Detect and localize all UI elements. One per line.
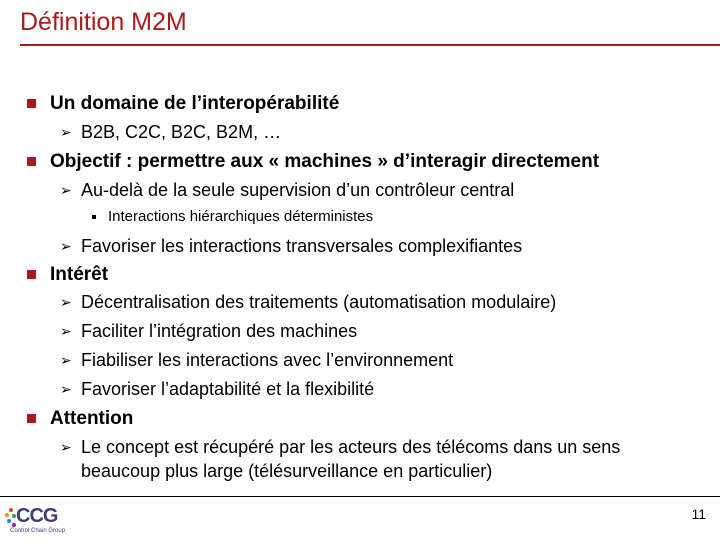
bullet-text: Favoriser l’adaptabilité et la flexibilité [81, 379, 375, 399]
bullet-text: Interactions hiérarchiques déterministes [108, 208, 374, 225]
bullet-text: Faciliter l’intégration des machines [81, 321, 358, 341]
slide-title: Définition M2M [20, 8, 187, 36]
logo-text: CCG [16, 505, 58, 527]
bullet-text: Le concept est récupéré par les acteurs des télécoms dans un sens beaucoup plus large (télésurveillance en particulier) [81, 437, 621, 481]
bullet-item [60, 321, 357, 342]
arrowhead-bullet-icon: ➢ [60, 439, 72, 455]
bullet-item [60, 350, 453, 371]
logo-subtext: Control Chain Group [10, 528, 66, 534]
arrowhead-bullet-icon: ➢ [60, 124, 72, 140]
bullet-text: B2B, C2C, B2C, B2M, … [81, 122, 282, 142]
square-bullet-icon [27, 414, 36, 423]
bullet-text: Favoriser les interactions transversales complexifiantes [81, 236, 523, 256]
bullet-item [60, 435, 681, 483]
bullet-item [60, 180, 514, 201]
bullet-text: Objectif : permettre aux « machines » d’interagir directement [50, 151, 600, 172]
bullet-text: Un domaine de l’interopérabilité [50, 93, 340, 114]
bullet-item [27, 151, 599, 173]
arrowhead-bullet-icon: ➢ [60, 352, 72, 368]
arrowhead-bullet-icon: ➢ [60, 323, 72, 339]
arrowhead-bullet-icon: ➢ [60, 182, 72, 198]
bullet-text: Au-delà de la seule supervision d’un contrôleur central [81, 180, 515, 200]
arrowhead-bullet-icon: ➢ [60, 238, 72, 254]
bullet-item [92, 208, 373, 225]
company-logo [4, 503, 84, 537]
arrowhead-bullet-icon: ➢ [60, 381, 72, 397]
bullet-item [60, 292, 556, 313]
square-bullet-icon [27, 270, 36, 279]
bullet-item [60, 379, 374, 400]
footer-divider [0, 496, 720, 497]
small-square-bullet-icon [92, 215, 96, 219]
bullet-item [27, 264, 108, 286]
bullet-item [60, 122, 281, 143]
arrowhead-bullet-icon: ➢ [60, 294, 72, 310]
bullet-text: Intérêt [50, 264, 109, 285]
bullet-item [27, 93, 339, 115]
bullet-text: Fiabiliser les interactions avec l’environnement [81, 350, 454, 370]
bullet-item [60, 236, 522, 257]
bullet-text: Attention [50, 408, 134, 429]
bullet-text: Décentralisation des traitements (automatisation modulaire) [81, 292, 557, 312]
bullet-item [27, 408, 133, 430]
square-bullet-icon [27, 99, 36, 108]
square-bullet-icon [27, 157, 36, 166]
title-divider [20, 44, 720, 46]
page-number: 11 [691, 506, 706, 522]
